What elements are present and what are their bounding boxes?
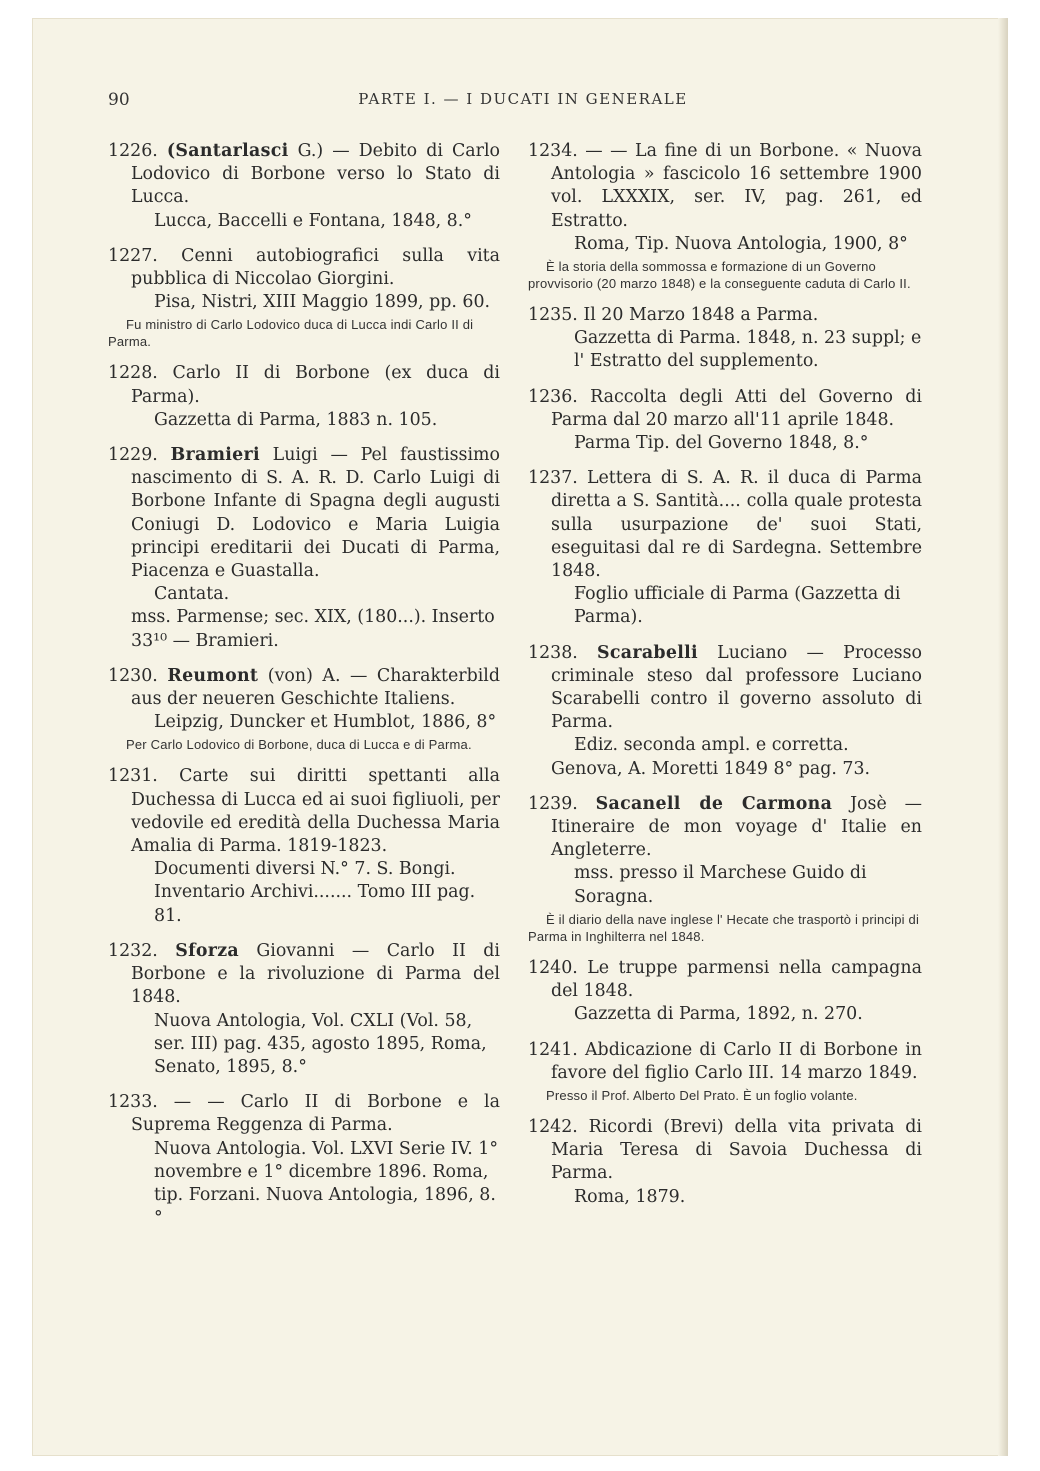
bibliography-entry bbox=[528, 957, 922, 1027]
entry-title bbox=[528, 140, 922, 233]
entry-publication: Leipzig, Duncker et Humblot, 1886, 8° bbox=[154, 712, 497, 733]
entry-description: G.) — Debito di Carlo Lodovico di Borbone verso lo Stato di Lucca. bbox=[131, 141, 500, 208]
entry-description: Il 20 Marzo 1848 a Parma. bbox=[583, 305, 819, 326]
bibliography-entry bbox=[528, 304, 922, 374]
entry-number: 1227. bbox=[108, 245, 182, 266]
entry-title bbox=[528, 1116, 922, 1186]
entry-number: 1232. bbox=[108, 940, 176, 961]
entry-number: 1230. bbox=[108, 665, 168, 686]
page-number: 90 bbox=[108, 90, 130, 110]
bibliography-entry bbox=[528, 140, 922, 292]
right-column bbox=[528, 140, 922, 1221]
entry-publication: Gazzetta di Parma, 1883 n. 105. bbox=[154, 409, 438, 430]
entry-note: Fu ministro di Carlo Lodovico duca di Lucca indi Carlo II di Parma. bbox=[108, 317, 474, 350]
entry-description: Le truppe parmensi nella campagna del 1848. bbox=[551, 957, 922, 1002]
entry-publication: Pisa, Nistri, XIII Maggio 1899, pp. 60. bbox=[154, 292, 491, 313]
entry-publication: Nuova Antologia, Vol. CXLI (Vol. 58, ser. III) pag. 435, agosto 1895, Roma, Senato, 1895, 8.° bbox=[154, 1010, 487, 1077]
running-head: PARTE I. — I DUCATI IN GENERALE bbox=[358, 90, 688, 108]
entry-description: Raccolta degli Atti del Governo di Parma dal 20 marzo all'11 aprile 1848. bbox=[551, 386, 922, 430]
bibliography-entry bbox=[108, 245, 500, 351]
entry-publication: Ediz. seconda ampl. e corretta. bbox=[574, 735, 849, 756]
entry-title bbox=[528, 642, 922, 735]
entry-description: — — La fine di un Borbone. « Nuova Antologia » fascicolo 16 settembre 1900 vol. LXXXIX, ser. IV, pag. 261, ed Estratto. bbox=[551, 141, 922, 231]
entry-number: 1226. bbox=[108, 141, 167, 161]
entry-publication: Foglio ufficiale di Parma (Gazzetta di Parma). bbox=[574, 584, 901, 628]
bibliography-entry bbox=[108, 362, 500, 432]
entry-title bbox=[528, 793, 922, 863]
entry-number: 1238. bbox=[528, 642, 598, 663]
bibliography-entry bbox=[108, 1091, 500, 1230]
entry-description: (von) A. — Charakterbild aus der neueren Geschichte Italiens. bbox=[131, 665, 500, 710]
entry-number: 1233. bbox=[108, 1092, 174, 1113]
bibliography-entry bbox=[108, 444, 500, 653]
entry-description: Carte sui diritti spettanti alla Duchessa di Lucca ed ai suoi figliuoli, per vedovile ed eredità della Duchessa Maria Amalia di Parma. 1819-1823. bbox=[131, 766, 500, 857]
entry-description: Giovanni — Carlo II di Borbone e la rivoluzione di Parma del 1848. bbox=[131, 940, 500, 1008]
entry-publication: Parma Tip. del Governo 1848, 8.° bbox=[574, 433, 869, 454]
entry-description: Luigi — Pel faustissimo nascimento di S. A. R. D. Carlo Luigi di Borbone Infante di Spagna degli augusti Coniugi D. Lodovico e Maria Luigia principi ereditarii dei Ducati di Parma, Piacenza e Guastalla. bbox=[131, 445, 500, 582]
bibliography-entry bbox=[528, 386, 922, 456]
entry-title bbox=[528, 386, 922, 432]
entry-number: 1241. bbox=[528, 1039, 585, 1060]
entry-description: Ricordi (Brevi) della vita privata di Maria Teresa di Savoia Duchessa di Parma. bbox=[551, 1116, 922, 1184]
entry-note: È il diario della nave inglese l' Hecate che trasportò i principi di Parma in Inghilterra nel 1848. bbox=[528, 911, 920, 944]
entry-description: Carlo II di Borbone (ex duca di Parma). bbox=[131, 363, 500, 407]
entry-author: Bramieri bbox=[170, 445, 260, 466]
entry-publication: Gazzetta di Parma, 1892, n. 270. bbox=[574, 1004, 863, 1025]
bibliography-entry bbox=[528, 642, 922, 781]
page-header bbox=[108, 90, 938, 112]
entry-title bbox=[108, 444, 500, 583]
entry-title bbox=[528, 304, 922, 327]
entry-description: Luciano — Processo criminale steso dal professore Luciano Scarabelli contro il governo assoluto di Parma. bbox=[551, 642, 922, 733]
entry-title bbox=[108, 245, 500, 291]
entry-title bbox=[108, 140, 500, 210]
entry-description: Lettera di S. A. R. il duca di Parma diretta a S. Santità.... colla quale protesta sulla usurpazione de' suoi Stati, eseguitasi dal re di Sardegna. Settembre 1848. bbox=[551, 468, 922, 582]
entry-publication: Cantata. bbox=[154, 584, 230, 605]
entry-number: 1234. bbox=[528, 141, 586, 161]
page-edge bbox=[998, 18, 1008, 1456]
bibliography-entry bbox=[108, 940, 500, 1079]
entry-note: È la storia della sommossa e formazione di un Governo provvisorio (20 marzo 1848) e la conseguente caduta di Carlo II. bbox=[528, 259, 911, 292]
entry-author: Reumont bbox=[167, 665, 259, 686]
entry-title bbox=[108, 665, 500, 711]
entry-publication: Nuova Antologia. Vol. LXVI Serie IV. 1° novembre e 1° dicembre 1896. Roma, tip. Forzani. Nuova Antologia, 1896, 8.° bbox=[154, 1138, 499, 1229]
entry-number: 1228. bbox=[108, 363, 173, 384]
entry-description: Josè — Itineraire de mon voyage d' Italie en Angleterre. bbox=[551, 793, 923, 861]
entry-number: 1231. bbox=[108, 766, 180, 787]
entry-publication: Gazzetta di Parma. 1848, n. 23 suppl; e l' Estratto del supplemento. bbox=[574, 328, 922, 372]
entry-number: 1242. bbox=[528, 1116, 589, 1137]
entry-number: 1237. bbox=[528, 468, 587, 489]
left-column bbox=[108, 140, 500, 1242]
entry-description: Cenni autobiografici sulla vita pubblica di Niccolao Giorgini. bbox=[131, 245, 500, 290]
entry-title bbox=[528, 1039, 922, 1085]
entry-title bbox=[108, 940, 500, 1010]
entry-author: (Santarlasci bbox=[166, 141, 289, 161]
bibliography-entry bbox=[528, 1116, 922, 1209]
entry-number: 1236. bbox=[528, 386, 591, 407]
bibliography-entry bbox=[528, 467, 922, 629]
entry-title bbox=[528, 467, 922, 583]
entry-title bbox=[108, 1091, 500, 1137]
entry-number: 1235. bbox=[528, 305, 584, 326]
entry-publication: Roma, 1879. bbox=[574, 1186, 686, 1207]
bibliography-entry bbox=[108, 765, 500, 927]
entry-author: Sforza bbox=[175, 940, 239, 961]
bibliography-entry bbox=[108, 140, 500, 233]
entry-note: Per Carlo Lodovico di Borbone, duca di Lucca e di Parma. bbox=[126, 737, 472, 753]
entry-title bbox=[108, 765, 500, 858]
entry-title bbox=[108, 362, 500, 408]
entry-publication: Roma, Tip. Nuova Antologia, 1900, 8° bbox=[574, 233, 908, 254]
entry-publication: Lucca, Baccelli e Fontana, 1848, 8.° bbox=[154, 210, 472, 231]
entry-publication: mss. Parmense; sec. XIX, (180...). Inserto 33¹⁰ — Bramieri. bbox=[131, 607, 495, 651]
entry-note: Presso il Prof. Alberto Del Prato. È un foglio volante. bbox=[546, 1087, 858, 1103]
entry-publication: Genova, A. Moretti 1849 8° pag. 73. bbox=[551, 758, 871, 779]
entry-publication: mss. presso il Marchese Guido di Soragna. bbox=[574, 863, 867, 907]
entry-number: 1239. bbox=[528, 793, 596, 814]
entry-publication: Documenti diversi N.° 7. S. Bongi. Inventario Archivi....... Tomo III pag. 81. bbox=[154, 859, 476, 926]
entry-description: Abdicazione di Carlo II di Borbone in favore del figlio Carlo III. 14 marzo 1849. bbox=[551, 1039, 922, 1083]
entry-author: Sacanell de Carmona bbox=[595, 793, 833, 814]
entry-description: — — Carlo II di Borbone e la Suprema Reggenza di Parma. bbox=[131, 1092, 500, 1136]
entry-title bbox=[528, 957, 922, 1003]
entry-number: 1229. bbox=[108, 445, 171, 466]
bibliography-entry bbox=[528, 1039, 922, 1104]
entry-number: 1240. bbox=[528, 957, 588, 978]
entry-author: Scarabelli bbox=[597, 642, 698, 663]
bibliography-entry bbox=[528, 793, 922, 945]
bibliography-entry bbox=[108, 665, 500, 754]
